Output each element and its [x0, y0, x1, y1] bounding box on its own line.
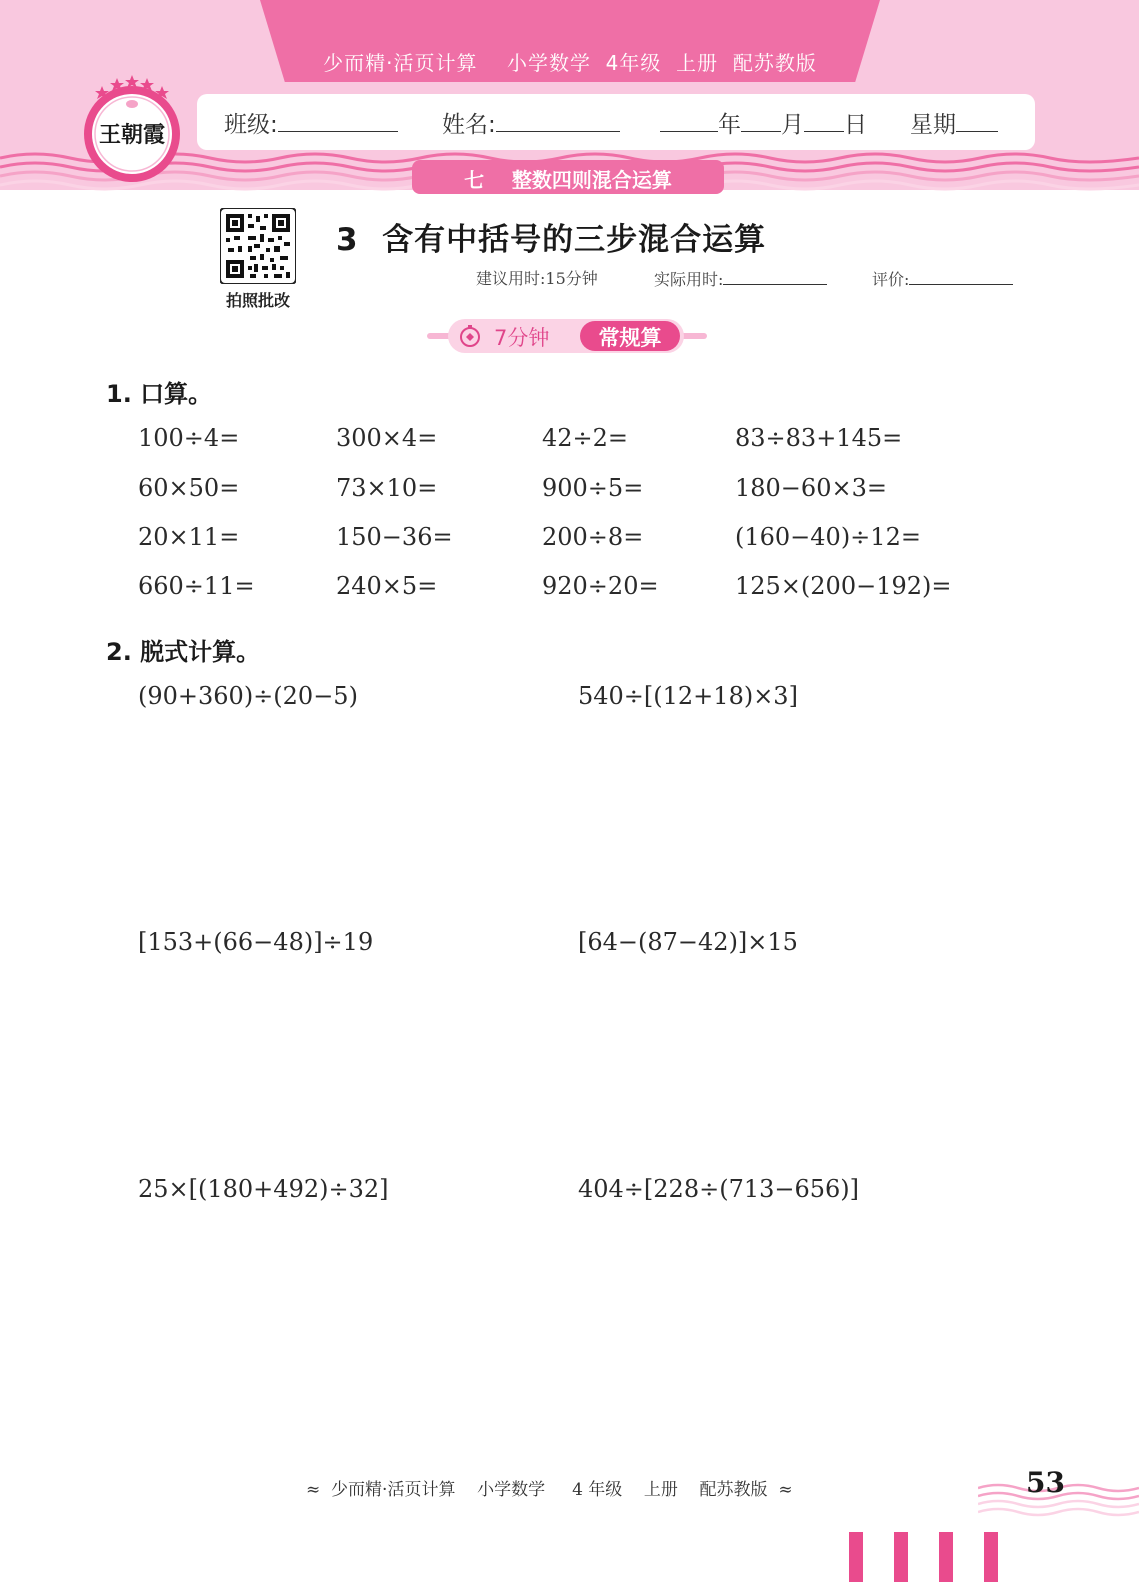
evaluation-blank[interactable] [909, 266, 1013, 285]
day-label: 日 [844, 112, 867, 138]
qr-caption: 拍照批改 [225, 291, 290, 310]
oral-problem: 150−36= [336, 523, 453, 551]
stepwise-problem: 25×[(180+492)÷32] [138, 1175, 389, 1203]
stepwise-problem: 540÷[(12+18)×3] [578, 682, 798, 710]
weekday-field[interactable] [910, 106, 998, 139]
oral-problem: 240×5= [336, 572, 438, 600]
lesson-title: 3 含有中括号的三步混合运算 [336, 222, 767, 258]
class-field[interactable] [224, 106, 398, 139]
actual-time-label: 实际用时: [654, 270, 724, 289]
stepwise-problem: [153+(66−48)]÷19 [138, 928, 374, 956]
section-1-title: 1. 口算。 [106, 380, 213, 408]
name-blank[interactable] [496, 107, 620, 132]
section-2-title: 2. 脱式计算。 [106, 638, 261, 666]
chapter-title: 七 整数四则混合运算 [464, 168, 672, 192]
name-label: 姓名: [442, 112, 496, 138]
logo-text: 王朝霞 [98, 122, 166, 148]
footer-stripe [939, 1532, 953, 1582]
evaluation-label: 评价: [872, 270, 910, 289]
footer-stripe [849, 1532, 863, 1582]
oral-problem: 660÷11= [138, 572, 255, 600]
oral-problem: 83÷83+145= [735, 424, 903, 452]
name-field[interactable] [442, 106, 620, 139]
oral-problem: 42÷2= [542, 424, 629, 452]
suggested-time: 建议用时:15分钟 [476, 269, 598, 288]
actual-time-blank[interactable] [723, 266, 827, 285]
page-number: 53 [1026, 1466, 1065, 1499]
stepwise-problem: (90+360)÷(20−5) [138, 682, 358, 710]
stopwatch-icon [458, 324, 482, 348]
evaluation-field[interactable] [872, 266, 1013, 290]
book-title: 少而精·活页计算 小学数学 4年级 上册 配苏教版 [323, 51, 817, 75]
footer-stripe [984, 1532, 998, 1582]
oral-problem: 73×10= [336, 474, 438, 502]
oral-problem: 180−60×3= [735, 474, 887, 502]
qr-code-icon[interactable] [220, 208, 296, 284]
brand-logo [78, 72, 186, 184]
class-label: 班级: [224, 112, 278, 138]
footer-book-line: ≈ 少而精·活页计算 小学数学 4 年级 上册 配苏教版 ≈ [306, 1480, 793, 1500]
oral-problem: 100÷4= [138, 424, 240, 452]
oral-problem: 300×4= [336, 424, 438, 452]
day-blank[interactable] [804, 107, 844, 132]
footer-stripe [894, 1532, 908, 1582]
oral-problem: 200÷8= [542, 523, 644, 551]
year-blank[interactable] [660, 107, 718, 132]
week-label: 星期 [910, 112, 956, 138]
year-label: 年 [718, 112, 741, 138]
oral-problem: 125×(200−192)= [735, 572, 952, 600]
month-blank[interactable] [741, 107, 781, 132]
stepwise-problem: 404÷[228÷(713−656)] [578, 1175, 860, 1203]
month-label: 月 [781, 112, 804, 138]
actual-time-field[interactable] [654, 266, 827, 290]
date-field[interactable] [660, 106, 867, 139]
oral-problem: 900÷5= [542, 474, 644, 502]
class-blank[interactable] [278, 107, 398, 132]
oral-problem: 60×50= [138, 474, 240, 502]
oral-problem: 920÷20= [542, 572, 659, 600]
oral-problem: (160−40)÷12= [735, 523, 921, 551]
timing-duration: 7分钟 [494, 326, 550, 350]
timing-badge-label: 常规算 [598, 326, 662, 350]
week-blank[interactable] [956, 107, 998, 132]
oral-problem: 20×11= [138, 523, 240, 551]
stepwise-problem: [64−(87−42)]×15 [578, 928, 798, 956]
